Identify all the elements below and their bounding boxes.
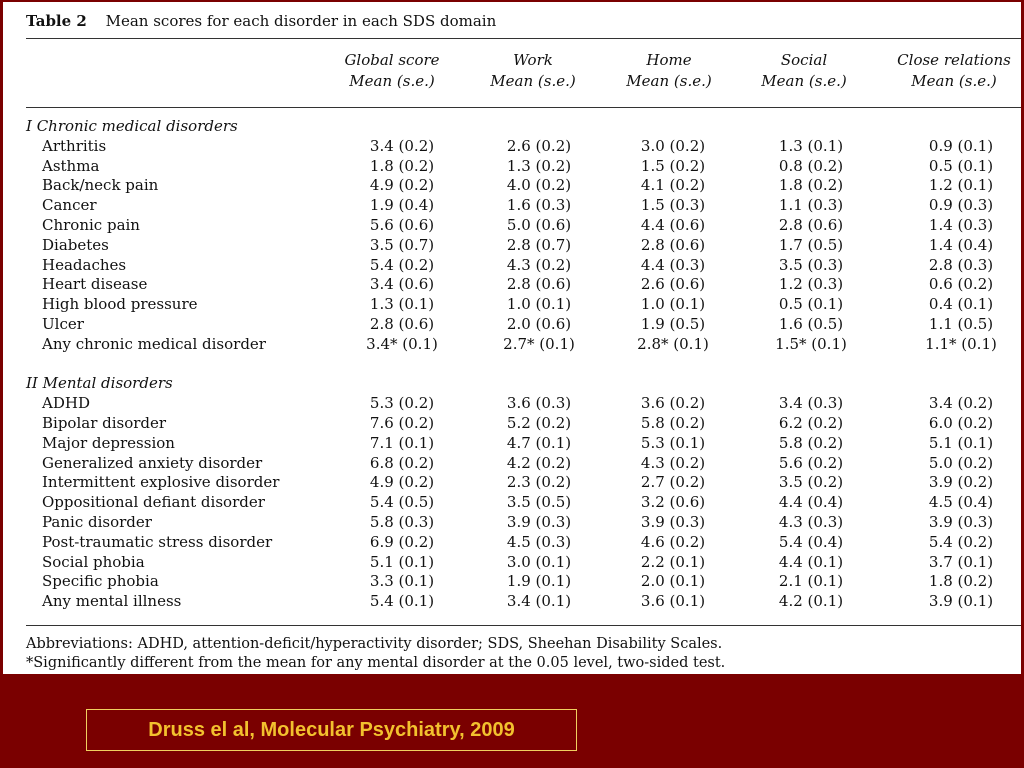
table-cell: 4.7 (0.1) xyxy=(506,433,572,452)
table-cell: 4.6 (0.2) xyxy=(640,532,706,551)
table-cell: 5.4 (0.2) xyxy=(369,255,435,274)
table-cell: 3.6 (0.2) xyxy=(640,394,706,413)
table-row xyxy=(3,335,1021,355)
table-cell: 2.1 (0.1) xyxy=(778,572,844,591)
table-cell: 2.8 (0.3) xyxy=(928,255,994,274)
table-row xyxy=(3,513,1021,533)
table-cell: 5.8 (0.2) xyxy=(640,414,706,432)
column-subheader: Mean (s.e.) xyxy=(349,72,435,90)
table-cell: 5.0 (0.6) xyxy=(506,216,572,234)
table-cell: 2.6 (0.2) xyxy=(506,136,572,155)
row-label: Back/neck pain xyxy=(42,176,159,195)
table-cell: 2.2 (0.1) xyxy=(640,552,706,571)
table-cell: 5.6 (0.2) xyxy=(778,453,844,472)
section-title: II Mental disorders xyxy=(26,374,173,393)
table-cell: 1.1 (0.5) xyxy=(928,315,994,333)
column-name: Social xyxy=(780,51,828,69)
table-cell: 1.5* (0.1) xyxy=(775,334,847,353)
table-cell: 2.8* (0.1) xyxy=(637,334,709,353)
table-cell: 1.9 (0.1) xyxy=(506,572,572,591)
table-panel xyxy=(3,2,1021,674)
table-cell: 3.9 (0.3) xyxy=(928,513,994,531)
table-row xyxy=(3,176,1021,196)
table-row xyxy=(3,315,1021,335)
table-cell: 1.7 (0.5) xyxy=(778,235,844,254)
column-header-global-score xyxy=(327,50,457,92)
table-cell: 4.4 (0.1) xyxy=(778,552,844,571)
row-label: Diabetes xyxy=(42,235,109,254)
table-cell: 4.3 (0.2) xyxy=(506,255,572,274)
table-cell: 4.2 (0.1) xyxy=(778,592,844,611)
top-rule xyxy=(26,38,1021,39)
table-cell: 1.1* (0.1) xyxy=(925,334,997,353)
table-cell: 3.9 (0.3) xyxy=(506,513,572,531)
table-cell: 1.3 (0.1) xyxy=(369,295,435,314)
table-row xyxy=(3,196,1021,216)
table-cell: 1.4 (0.4) xyxy=(928,235,994,254)
column-header-home xyxy=(604,50,734,92)
row-label: Social phobia xyxy=(42,552,145,571)
table-cell: 5.4 (0.1) xyxy=(369,592,435,611)
table-cell: 2.8 (0.7) xyxy=(506,235,572,254)
table-cell: 1.0 (0.1) xyxy=(506,295,572,314)
table-row xyxy=(3,414,1021,434)
row-label: Major depression xyxy=(42,433,175,452)
row-label: Any chronic medical disorder xyxy=(42,334,266,353)
table-row xyxy=(3,454,1021,474)
table-cell: 5.4 (0.4) xyxy=(778,532,844,551)
table-cell: 3.9 (0.3) xyxy=(640,513,706,531)
table-cell: 3.0 (0.2) xyxy=(640,136,706,155)
table-cell: 0.4 (0.1) xyxy=(928,295,994,314)
table-row xyxy=(3,533,1021,553)
table-cell: 5.8 (0.3) xyxy=(369,513,435,531)
table-cell: 3.4 (0.1) xyxy=(506,592,572,611)
table-cell: 3.0 (0.1) xyxy=(506,552,572,571)
table-cell: 5.3 (0.2) xyxy=(369,394,435,413)
table-cell: 3.4 (0.2) xyxy=(369,136,435,155)
row-label: Cancer xyxy=(42,196,97,215)
row-label: Chronic pain xyxy=(42,216,140,234)
row-label: Panic disorder xyxy=(42,513,152,531)
table-row xyxy=(3,256,1021,276)
table-row xyxy=(3,275,1021,295)
table-cell: 2.8 (0.6) xyxy=(369,315,435,333)
table-cell: 5.8 (0.2) xyxy=(778,433,844,452)
table-cell: 3.5 (0.7) xyxy=(369,235,435,254)
table-row xyxy=(3,137,1021,157)
row-label: Heart disease xyxy=(42,275,148,294)
table-row xyxy=(3,572,1021,592)
table-cell: 3.6 (0.1) xyxy=(640,592,706,611)
column-header-social xyxy=(739,50,869,92)
table-cell: 5.2 (0.2) xyxy=(506,414,572,432)
table-cell: 7.1 (0.1) xyxy=(369,433,435,452)
table-cell: 2.8 (0.6) xyxy=(778,216,844,234)
table-cell: 3.4 (0.3) xyxy=(778,394,844,413)
table-cell: 3.5 (0.5) xyxy=(506,493,572,512)
table-cell: 0.5 (0.1) xyxy=(778,295,844,314)
table-cell: 4.0 (0.2) xyxy=(506,176,572,195)
section-header xyxy=(3,374,1021,394)
table-cell: 1.6 (0.3) xyxy=(506,196,572,215)
table-cell: 0.8 (0.2) xyxy=(778,156,844,175)
row-label: Post-traumatic stress disorder xyxy=(42,532,273,551)
table-row xyxy=(3,493,1021,513)
table-cell: 1.0 (0.1) xyxy=(640,295,706,314)
table-row xyxy=(3,216,1021,236)
bottom-rule xyxy=(26,625,1021,626)
table-cell: 5.4 (0.2) xyxy=(928,532,994,551)
table-caption xyxy=(26,12,496,30)
table-cell: 4.2 (0.2) xyxy=(506,453,572,472)
section-title: I Chronic medical disorders xyxy=(26,117,238,135)
table-cell: 0.6 (0.2) xyxy=(928,275,994,294)
table-cell: 4.3 (0.2) xyxy=(640,453,706,472)
table-cell: 0.9 (0.1) xyxy=(928,136,994,155)
table-cell: 2.0 (0.1) xyxy=(640,572,706,591)
column-subheader: Mean (s.e.) xyxy=(626,72,712,90)
table-cell: 4.9 (0.2) xyxy=(369,473,435,492)
table-cell: 3.4* (0.1) xyxy=(366,334,438,353)
column-name: Global score xyxy=(344,51,440,69)
row-label: Oppositional defiant disorder xyxy=(42,493,265,512)
table-cell: 5.4 (0.5) xyxy=(369,493,435,512)
table-cell: 3.5 (0.3) xyxy=(778,255,844,274)
table-cell: 0.9 (0.3) xyxy=(928,196,994,215)
table-row xyxy=(3,236,1021,256)
table-cell: 1.9 (0.4) xyxy=(369,196,435,215)
row-label: Generalized anxiety disorder xyxy=(42,453,263,472)
table-cell: 3.9 (0.1) xyxy=(928,592,994,611)
column-subheader: Mean (s.e.) xyxy=(761,72,847,90)
table-number: Table 2 xyxy=(26,12,87,30)
table-cell: 2.8 (0.6) xyxy=(506,275,572,294)
table-cell: 1.9 (0.5) xyxy=(640,315,706,333)
table-row xyxy=(3,553,1021,573)
table-notes xyxy=(26,635,725,673)
column-name: Close relations xyxy=(897,51,1011,69)
citation-box xyxy=(86,709,577,751)
table-cell: 4.9 (0.2) xyxy=(369,176,435,195)
column-subheader: Mean (s.e.) xyxy=(911,72,997,90)
table-cell: 2.8 (0.6) xyxy=(640,235,706,254)
table-cell: 3.2 (0.6) xyxy=(640,493,706,512)
table-cell: 6.8 (0.2) xyxy=(369,453,435,472)
table-cell: 1.6 (0.5) xyxy=(778,315,844,333)
table-cell: 2.0 (0.6) xyxy=(506,315,572,333)
row-label: Bipolar disorder xyxy=(42,414,167,432)
table-cell: 5.6 (0.6) xyxy=(369,216,435,234)
table-cell: 4.4 (0.6) xyxy=(640,216,706,234)
row-label: Ulcer xyxy=(42,315,84,333)
section-header xyxy=(3,117,1021,137)
row-label: ADHD xyxy=(42,394,90,413)
row-label: High blood pressure xyxy=(42,295,198,314)
table-cell: 2.7* (0.1) xyxy=(503,334,575,353)
table-cell: 2.3 (0.2) xyxy=(506,473,572,492)
table-title: Mean scores for each disorder in each SDS domain xyxy=(105,12,497,30)
column-header-work xyxy=(468,50,598,92)
column-subheader: Mean (s.e.) xyxy=(490,72,576,90)
table-cell: 1.8 (0.2) xyxy=(369,156,435,175)
table-cell: 5.1 (0.1) xyxy=(928,433,994,452)
table-cell: 2.6 (0.6) xyxy=(640,275,706,294)
table-row xyxy=(3,157,1021,177)
table-cell: 2.7 (0.2) xyxy=(640,473,706,492)
table-cell: 1.4 (0.3) xyxy=(928,216,994,234)
column-header-close-relations xyxy=(889,50,1019,92)
table-cell: 6.9 (0.2) xyxy=(369,532,435,551)
table-cell: 6.2 (0.2) xyxy=(778,414,844,432)
table-row xyxy=(3,434,1021,454)
citation-text: Druss el al, Molecular Psychiatry, 2009 xyxy=(148,718,515,741)
table-cell: 4.3 (0.3) xyxy=(778,513,844,531)
row-label: Arthritis xyxy=(42,136,107,155)
table-cell: 0.5 (0.1) xyxy=(928,156,994,175)
table-cell: 3.4 (0.6) xyxy=(369,275,435,294)
table-cell: 5.3 (0.1) xyxy=(640,433,706,452)
table-row xyxy=(3,295,1021,315)
table-cell: 4.4 (0.3) xyxy=(640,255,706,274)
table-cell: 3.3 (0.1) xyxy=(369,572,435,591)
table-cell: 3.4 (0.2) xyxy=(928,394,994,413)
table-cell: 3.9 (0.2) xyxy=(928,473,994,492)
abbreviations-note: Abbreviations: ADHD, attention-deficit/hyperactivity disorder; SDS, Sheehan Disability Scales. xyxy=(26,636,723,652)
table-row xyxy=(3,394,1021,414)
table-cell: 4.1 (0.2) xyxy=(640,176,706,195)
table-cell: 4.5 (0.3) xyxy=(506,532,572,551)
table-cell: 5.0 (0.2) xyxy=(928,453,994,472)
table-cell: 4.5 (0.4) xyxy=(928,493,994,512)
table-cell: 3.6 (0.3) xyxy=(506,394,572,413)
table-cell: 1.2 (0.3) xyxy=(778,275,844,294)
table-cell: 1.8 (0.2) xyxy=(778,176,844,195)
table-row xyxy=(3,592,1021,612)
table-cell: 1.3 (0.1) xyxy=(778,136,844,155)
row-label: Headaches xyxy=(42,255,127,274)
table-cell: 5.1 (0.1) xyxy=(369,552,435,571)
table-row xyxy=(3,473,1021,493)
column-name: Home xyxy=(646,51,692,69)
column-name: Work xyxy=(513,51,553,69)
table-cell: 7.6 (0.2) xyxy=(369,414,435,432)
row-label: Any mental illness xyxy=(42,592,182,611)
table-cell: 1.8 (0.2) xyxy=(928,572,994,591)
table-cell: 1.2 (0.1) xyxy=(928,176,994,195)
significance-note: *Significantly different from the mean for any mental disorder at the 0.05 level, two-sided test. xyxy=(26,655,726,671)
table-cell: 1.3 (0.2) xyxy=(506,156,572,175)
header-rule xyxy=(26,107,1021,108)
row-label: Specific phobia xyxy=(42,572,159,591)
table-cell: 6.0 (0.2) xyxy=(928,414,994,432)
table-cell: 3.5 (0.2) xyxy=(778,473,844,492)
table-cell: 1.5 (0.2) xyxy=(640,156,706,175)
table-cell: 4.4 (0.4) xyxy=(778,493,844,512)
row-label: Intermittent explosive disorder xyxy=(42,473,280,492)
table-cell: 1.1 (0.3) xyxy=(778,196,844,215)
table-cell: 3.7 (0.1) xyxy=(928,552,994,571)
table-cell: 1.5 (0.3) xyxy=(640,196,706,215)
row-label: Asthma xyxy=(42,156,100,175)
